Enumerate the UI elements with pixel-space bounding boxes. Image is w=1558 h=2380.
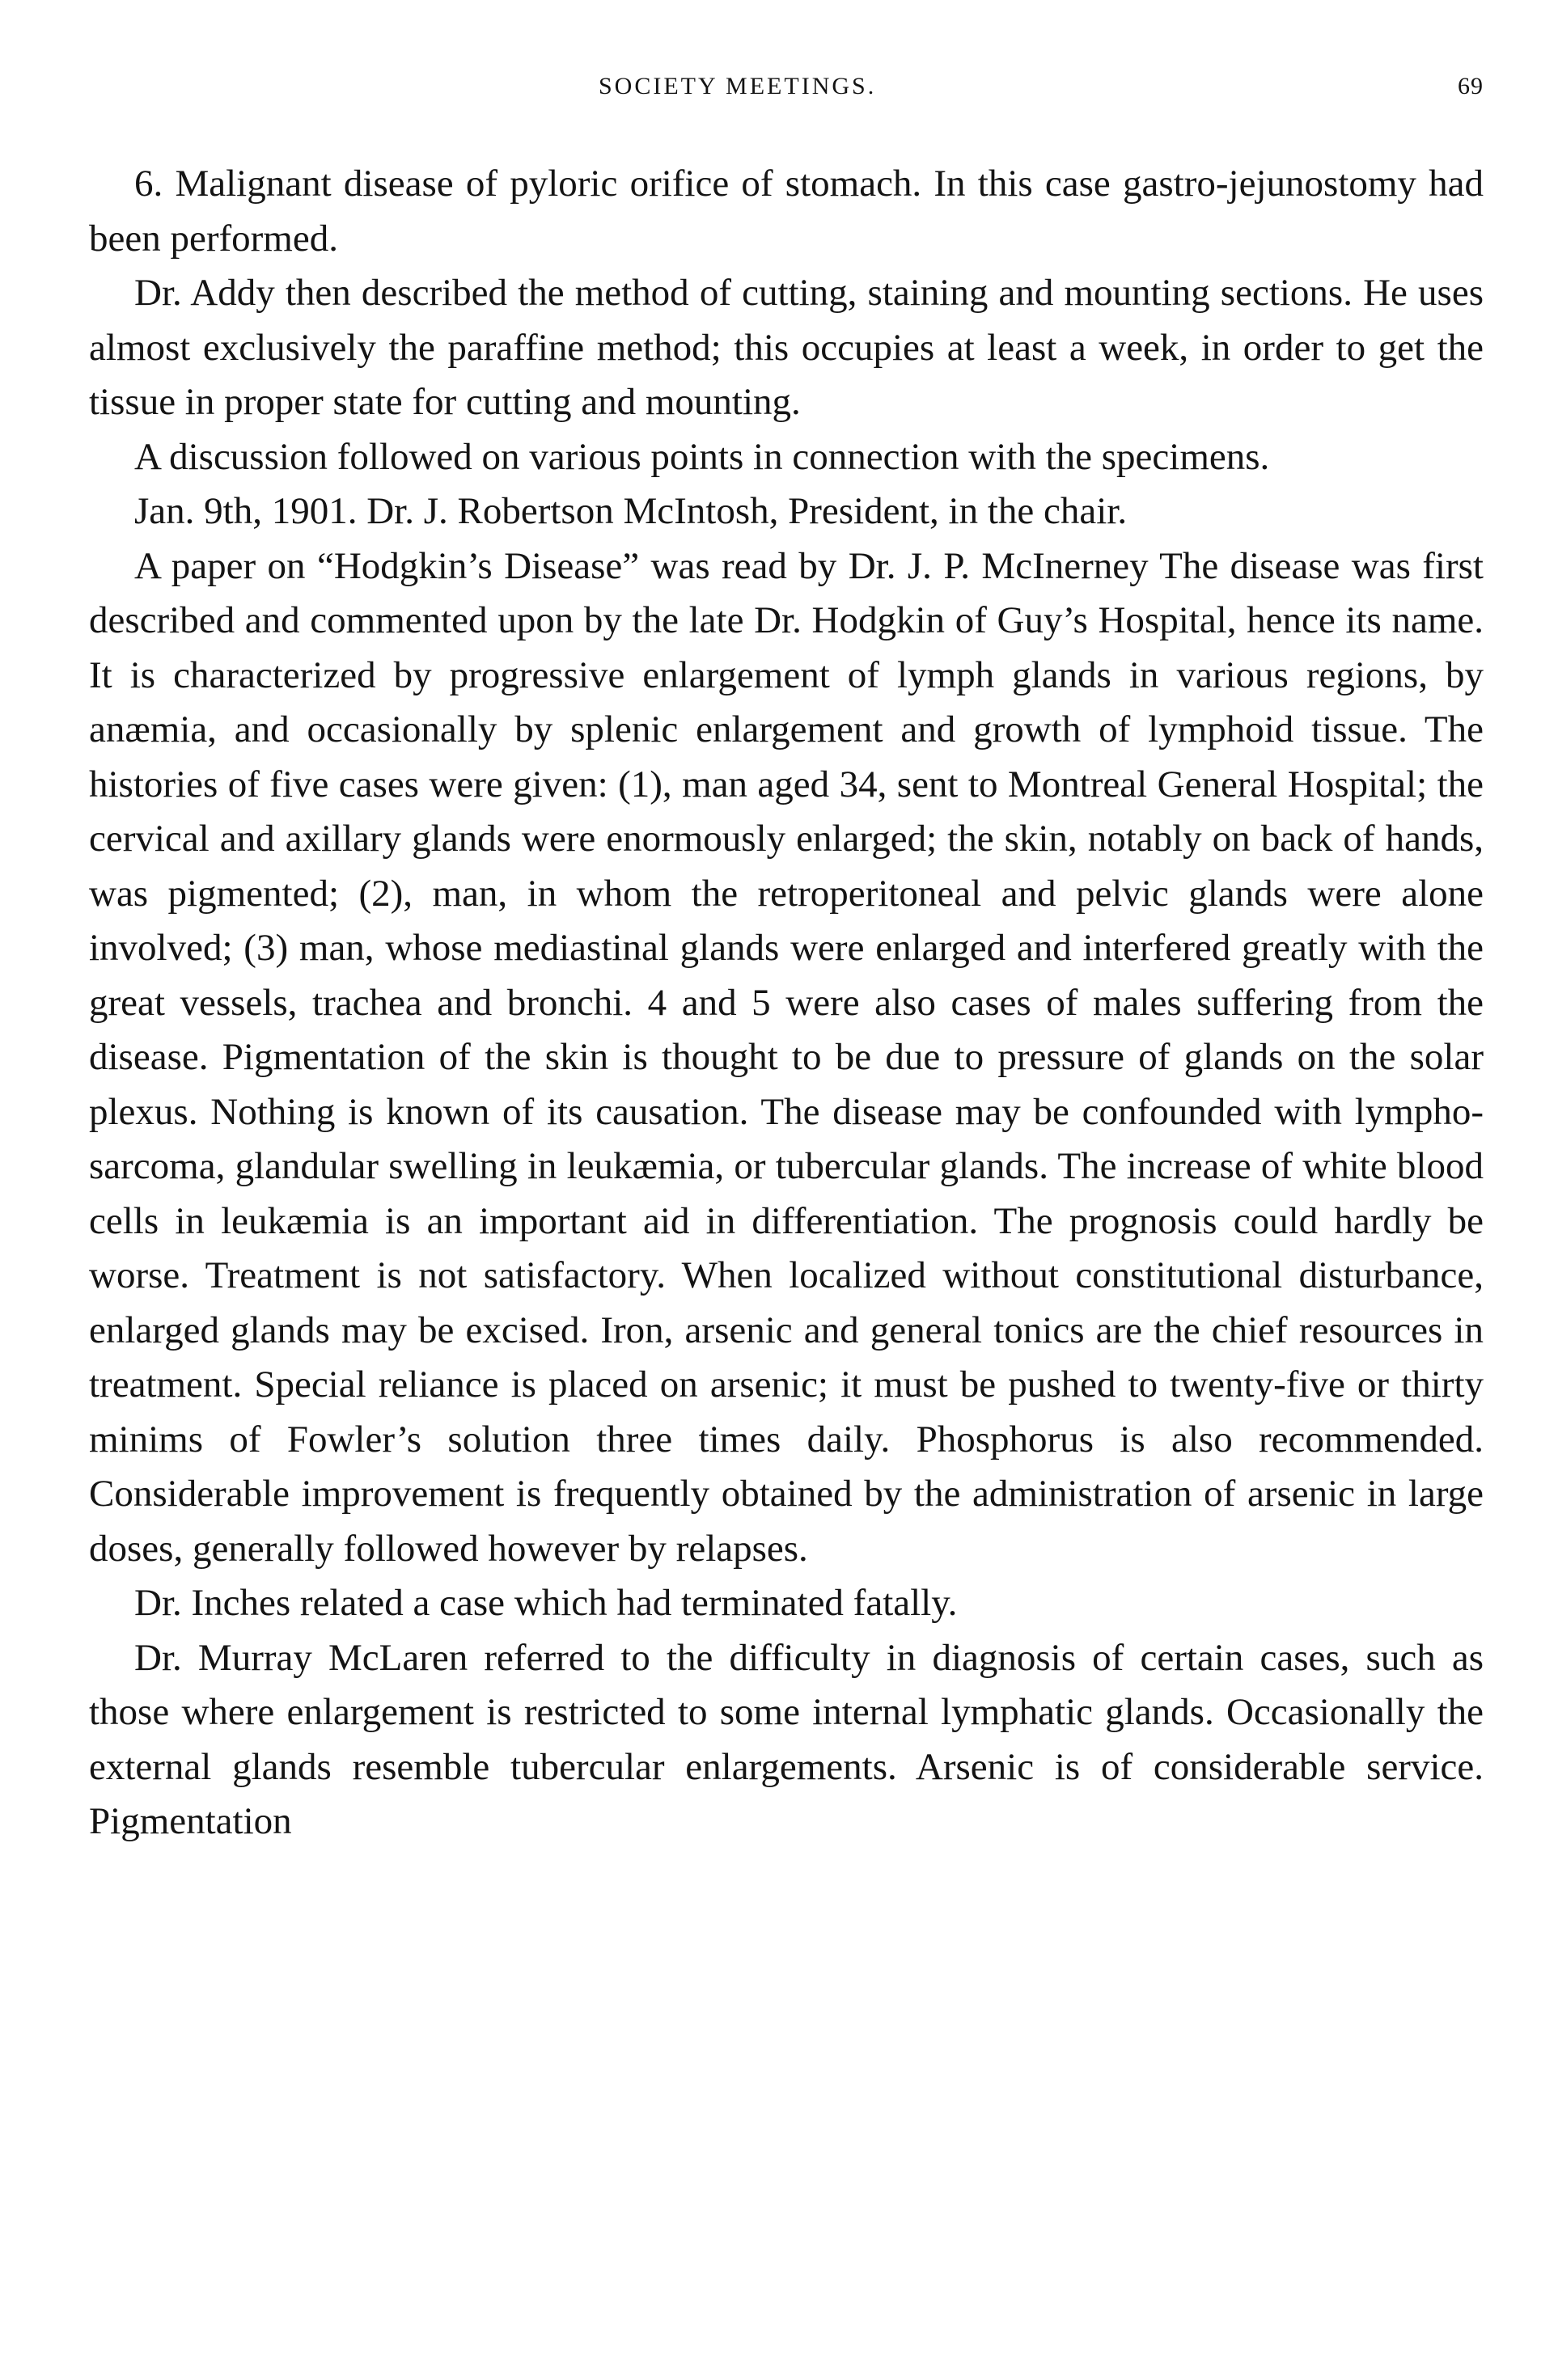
paragraph-addy-method: Dr. Addy then described the method of cutting, staining and mounting sections. He uses almost exclusively the paraffine method; this occupies at least a week, in order to get the tissue in proper state for cutting and mounting.	[89, 272, 1484, 423]
running-head-title: SOCIETY MEETINGS.	[599, 73, 877, 99]
paragraph-meeting-date: Jan. 9th, 1901. Dr. J. Robertson McIntosh, President, in the chair.	[134, 490, 1128, 532]
paragraph-mclaren: Dr. Murray McLaren referred to the difficulty in diagnosis of certain cases, such as those where enlargement is restricted to some internal lymphatic glands. Occasionally the external glands resemble tubercular enlargements. Arsenic is of considerable service. Pigmentation	[89, 1636, 1484, 1842]
running-head	[89, 63, 1484, 112]
paragraph-discussion: A discussion followed on various points in connection with the specimens.	[134, 435, 1270, 478]
body-text	[89, 157, 1484, 1849]
paragraph-specimen-6: 6. Malignant disease of pyloric orifice of stomach. In this case gastro-jejunostomy had been performed.	[89, 163, 1484, 260]
page-number: 69	[1458, 73, 1484, 99]
paragraph-inches: Dr. Inches related a case which had terminated fatally.	[134, 1582, 958, 1624]
paragraph-hodgkins-paper: A paper on “Hodgkin’s Disease” was read by Dr. J. P. McInerney The disease was first described and commented upon by the late Dr. Hodgkin of Guy’s Hospital, hence its name. It is characterized by progressive enlargement of lymph glands in various regions, by anæmia, and occasionally by splenic enlargement and growth of lymphoid tissue. The histories of five cases were given: (1), man aged 34, sent to Montreal General Hospital; the cervical and axillary glands were enormously enlarged; the skin, notably on back of hands, was pigmented; (2), man, in whom the retroperitoneal and pelvic glands were alone involved; (3) man, whose mediastinal glands were enlarged and interfered greatly with the great vessels, trachea and bronchi. 4 and 5 were also cases of males suffering from the disease. Pigmentation of the skin is thought to be due to pressure of glands on the solar plexus. Nothing is known of its causation. The disease may be confounded with lympho-sarcoma, glandular swelling in leukæmia, or tubercular glands. The increase of white blood cells in leukæmia is an important aid in differentiation. The prognosis could hardly be worse. Treatment is not satisfactory. When localized without constitutional disturbance, enlarged glands may be excised. Iron, arsenic and general tonics are the chief resources in treatment. Special reliance is placed on arsenic; it must be pushed to twenty-five or thirty minims of Fowler’s solution three times daily. Phosphorus is also recommended. Considerable improvement is frequently obtained by the administration of arsenic in large doses, generally followed however by relapses.	[89, 544, 1484, 1570]
